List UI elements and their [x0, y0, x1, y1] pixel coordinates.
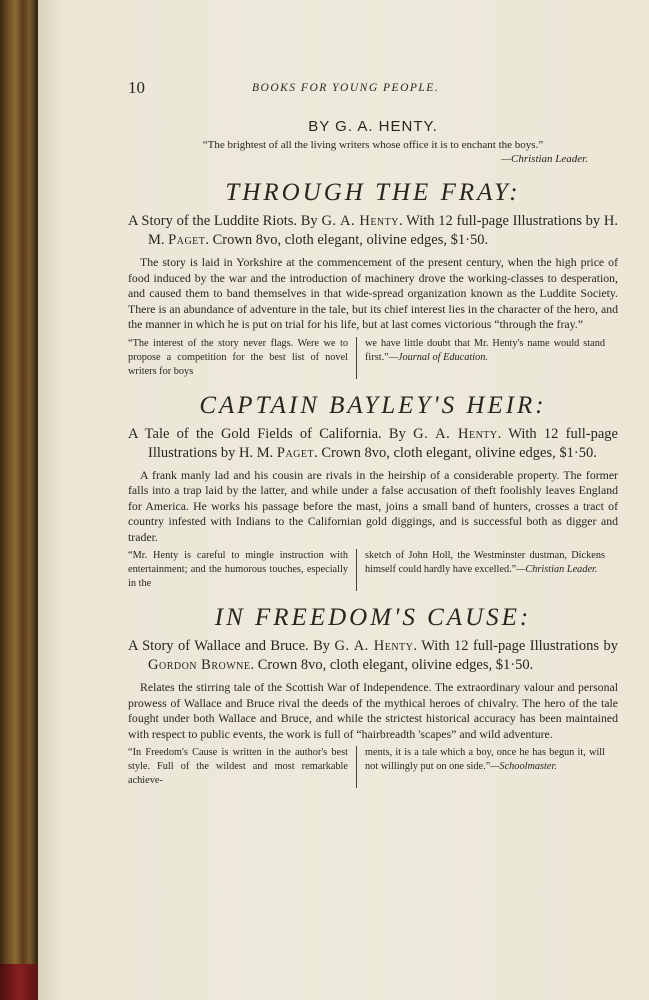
book-spine-edge	[0, 0, 38, 1000]
book-description: A Tale of the Gold Fields of California. By G. A. Henty. With 12 full-page Illustrations by H. M. Paget. Crown 8vo, cloth elegant, olivine edges, $1·50.	[128, 425, 618, 461]
book-synopsis: The story is laid in Yorkshire at the commencement of the present century, when the high price of food induced by the war and the introduction of machinery drove the working-classes to desperation, and caused them to band themselves in that wide-spread organization known as the Luddite Society. There is an abundance of adventure in the tale, but its chief interest lies in the character of the hero, and the manner in which he is put on trial for his life, but at last comes victorious “through the fray.”	[128, 255, 618, 331]
book-page	[128, 72, 618, 788]
illustrator-name: Paget	[276, 444, 315, 461]
author-name: G. A. Henty	[334, 638, 414, 654]
epigraph-quote: “The brightest of all the living writers whose office it is to enchant the boys.”	[202, 139, 544, 151]
review-right-column: sketch of John Holl, the Westminster dustman, Dickens himself could hardly have excelled.”—Christian Leader.	[356, 549, 605, 591]
page-number: 10	[128, 78, 145, 97]
review-right-column: ments, it is a tale which a boy, once he has begun it, will not willingly put on one side.”—Schoolmaster.	[356, 746, 605, 788]
review-right-column: we have little doubt that Mr. Henty's name would stand first.”—Journal of Education.	[356, 337, 605, 379]
running-head-title: BOOKS FOR YOUNG PEOPLE.	[252, 82, 440, 94]
book-entry	[128, 179, 618, 379]
book-entry	[128, 392, 618, 592]
review-source: —Journal of Education.	[388, 351, 488, 363]
book-synopsis: A frank manly lad and his cousin are rivals in the heirship of a considerable property. The former falls into a trap laid by the latter, and while under a false accusation of theft foolishly leaves England for America. He works his passage before the mast, joins a small band of hunters, crosses a tract of country infested with Indians to the Californian gold diggings, and is successful both as digger and trader.	[128, 467, 618, 544]
review-left-column: “The interest of the story never flags. Were we to propose a competition for the best list of novel writers for boys	[128, 337, 348, 377]
book-description: A Story of the Luddite Riots. By G. A. Henty. With 12 full-page Illustrations by H. M. Paget. Crown 8vo, cloth elegant, olivine edges, $1·50.	[128, 213, 619, 248]
running-header	[128, 72, 618, 97]
book-title: IN FREEDOM'S CAUSE:	[214, 604, 532, 631]
epigraph	[128, 138, 618, 166]
book-description: A Story of Wallace and Bruce. By G. A. Henty. With 12 full-page Illustrations by Gordon Browne. Crown 8vo, cloth elegant, olivine edges, $1·50.	[128, 638, 618, 673]
review-left-column: “Mr. Henty is careful to mingle instruction with entertainment; and the humorous touches, especially in the	[128, 550, 348, 589]
press-review	[128, 549, 618, 591]
book-title: THROUGH THE FRAY:	[225, 179, 521, 206]
review-source: —Schoolmaster.	[490, 761, 557, 772]
author-heading: BY G. A. HENTY.	[308, 118, 438, 135]
press-review	[128, 746, 618, 788]
review-left-column: “In Freedom's Cause is written in the author's best style. Full of the wildest and most remarkable achieve-	[128, 747, 348, 786]
illustrator-name: Paget	[168, 232, 206, 248]
book-title: CAPTAIN BAYLEY'S HEIR:	[199, 391, 547, 419]
author-name: G. A. Henty	[413, 425, 498, 442]
author-name: G. A. Henty	[321, 213, 399, 229]
press-review	[128, 337, 618, 379]
book-synopsis: Relates the stirring tale of the Scottish War of Independence. The extraordinary valour and personal prowess of Wallace and Bruce rival the deeds of the mythical heroes of chivalry. The hero of the tale fought under both Wallace and Bruce, and while the strictest historical accuracy has been maintained with respect to public events, the work is full of “hairbreadth 'scapes” and wild adventure.	[128, 680, 618, 741]
review-source: —Christian Leader.	[516, 564, 598, 575]
epigraph-source: —Christian Leader.	[501, 153, 588, 165]
illustrator-name: Gordon Browne	[148, 657, 251, 673]
book-entry	[128, 604, 618, 788]
